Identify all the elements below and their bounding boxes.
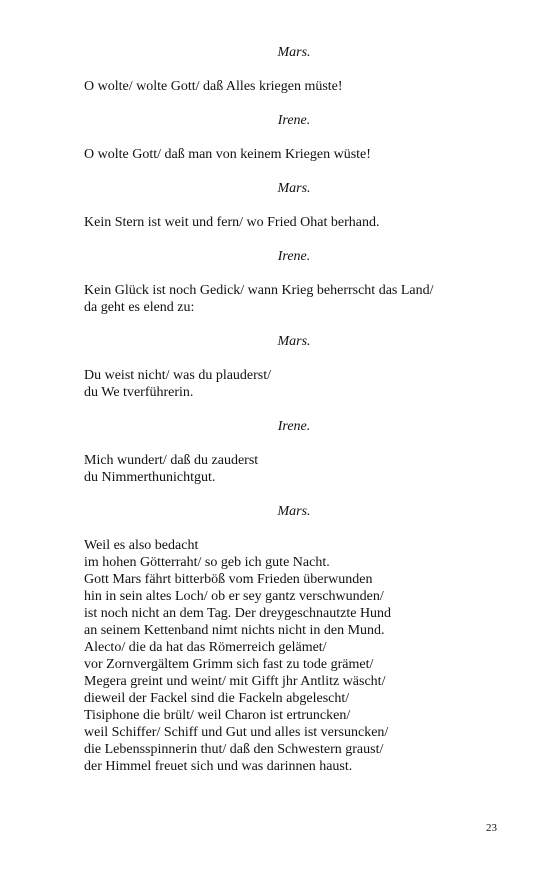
page-number: 23 [486, 822, 497, 834]
verse-line: Kein Glück ist noch Gedick/ wann Krieg beherrscht das Land/ [84, 283, 434, 298]
speaker-name: Mars. [277, 504, 311, 519]
speaker-name: Mars. [277, 181, 311, 196]
verse-line: an seinem Kettenband nimt nichts nicht in den Mund. [84, 623, 385, 638]
verse-line: O wolte/ wolte Gott/ daß Alles kriegen müste! [84, 79, 343, 94]
verse-line: ist noch nicht an dem Tag. Der dreygeschnautzte Hund [84, 606, 392, 621]
verse-line: Tisiphone die brült/ weil Charon ist ertruncken/ [84, 708, 351, 723]
speaker-name: Mars. [277, 45, 311, 60]
speaker-name: Irene. [277, 419, 311, 434]
speaker-name: Mars. [277, 334, 311, 349]
verse-line: der Himmel freuet sich und was darinnen haust. [84, 759, 353, 774]
verse-line: Kein Stern ist weit und fern/ wo Fried Ohat berhand. [84, 215, 380, 230]
verse-line: du We tverführerin. [84, 385, 194, 400]
verse-line: Gott Mars fährt bitterböß vom Frieden überwunden [84, 572, 373, 587]
verse-line: Alecto/ die da hat das Römerreich gelämet/ [84, 640, 327, 655]
verse-line: weil Schiffer/ Schiff und Gut und alles ist versuncken/ [84, 725, 389, 740]
verse-line: Mich wundert/ daß du zauderst [84, 453, 259, 468]
speaker-name: Irene. [277, 113, 311, 128]
text-page [84, 44, 484, 775]
verse-line: vor Zornvergältem Grimm sich fast zu tode grämet/ [84, 657, 374, 672]
verse-line: die Lebensspinnerin thut/ daß den Schwestern graust/ [84, 742, 384, 757]
verse-line: dieweil der Fackel sind die Fackeln abgelescht/ [84, 691, 350, 706]
verse-line: du Nimmerthunichtgut. [84, 470, 216, 485]
verse-line: Du weist nicht/ was du plauderst/ [84, 368, 272, 383]
verse-line: da geht es elend zu: [84, 300, 195, 315]
verse-line: Weil es also bedacht [84, 538, 199, 553]
verse-line: hin in sein altes Loch/ ob er sey gantz verschwunden/ [84, 589, 384, 604]
verse-line: O wolte Gott/ daß man von keinem Kriegen wüste! [84, 147, 371, 162]
speaker-name: Irene. [277, 249, 311, 264]
verse-line: im hohen Götterraht/ so geb ich gute Nacht. [84, 555, 330, 570]
verse-line: Megera greint und weint/ mit Gifft jhr Antlitz wäscht/ [84, 674, 386, 689]
